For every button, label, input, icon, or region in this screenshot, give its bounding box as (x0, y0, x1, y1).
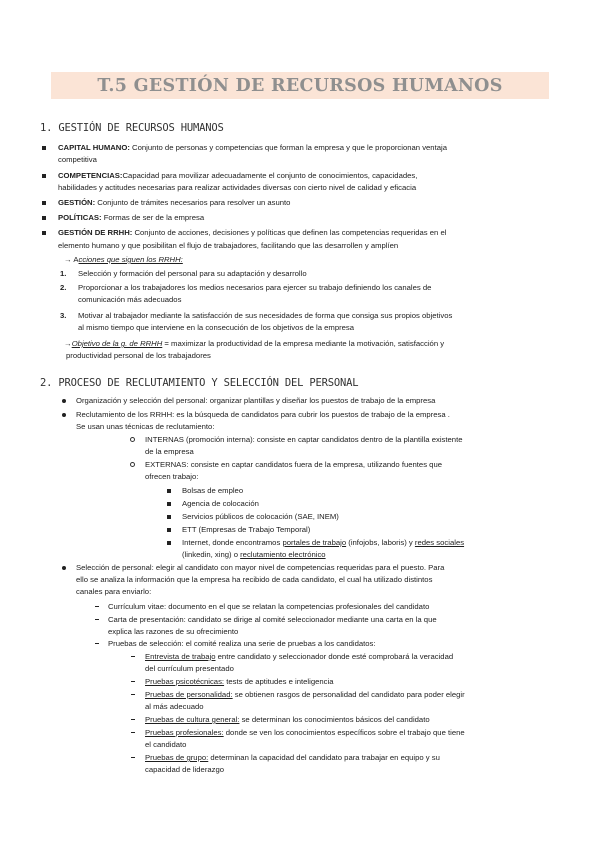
prueba-grupo: Pruebas de grupo: determinan la capacidad del candidato para trabajar en equipo y su (145, 753, 440, 762)
competencias-line: COMPETENCIAS:Capacidad para movilizar adecuadamente el conjunto de conocimientos, capacidades, (58, 171, 418, 180)
dash-bullet (131, 656, 135, 657)
dash-bullet (95, 619, 99, 620)
page-title: T.5 GESTIÓN DE RECURSOS HUMANOS (97, 75, 503, 96)
prueba-profesional-line-2: el candidato (145, 740, 187, 749)
fuente-internet: Internet, donde encontramos portales de trabajo (infojobs, laboris) y redes sociales (182, 538, 465, 547)
prueba-profesional: Pruebas profesionales: donde se ven los conocimientos específicos sobre el trabajo que tiene (145, 728, 465, 737)
list-number: 1. (60, 269, 67, 278)
section-1-heading: 1. GESTIÓN DE RECURSOS HUMANOS (40, 122, 224, 134)
carta-line-2: explica las razones de su ofrecimiento (108, 627, 239, 636)
square-bullet (42, 146, 46, 150)
section-2-heading: 2. PROCESO DE RECLUTAMIENTO Y SELECCIÓN DEL PERSONAL (40, 377, 359, 389)
fuente-internet-line-2: (linkedin, xing) o reclutamiento electrónico (182, 550, 326, 559)
politicas-line: POLÍTICAS: Formas de ser de la empresa (58, 213, 205, 222)
round-bullet (62, 566, 66, 570)
accion-2-line-2: comunicación más adecuados (78, 295, 182, 304)
square-bullet (167, 515, 171, 519)
prueba-personalidad: Pruebas de personalidad: se obtienen rasgos de personalidad del candidato para poder elegir (145, 690, 465, 699)
internas-line: INTERNAS (promoción interna): consiste en captar candidatos dentro de la plantilla existente (145, 435, 463, 444)
capital-humano-line: CAPITAL HUMANO: Conjunto de personas y competencias que forman la empresa y que le proporcionan ventaja (58, 143, 447, 152)
prueba-cultura: Pruebas de cultura general: se determinan los conocimientos básicos del candidato (145, 715, 430, 724)
prueba-personalidad-line-2: al más adecuado (145, 702, 204, 711)
externas-line: EXTERNAS: consiste en captar candidatos fuera de la empresa, utilizando fuentes que (145, 460, 442, 469)
dash-bullet (131, 694, 135, 695)
circle-bullet (130, 462, 135, 467)
prueba-entrevista-line-2: del currículum presentado (145, 664, 234, 673)
internas-line-2: de la empresa (145, 447, 194, 456)
reclutamiento-line: Reclutamiento de los RRHH: es la búsqueda de candidatos para cubrir los puestos de trabajo de la empresa . (76, 410, 450, 419)
capital-humano-line-2: competitiva (58, 155, 97, 164)
objetivo-line-2: productividad personal de los trabajadores (66, 351, 211, 360)
curriculum-line: Currículum vitae: documento en el que se relatan la competencias profesionales del candidato (108, 602, 430, 611)
dash-bullet (131, 719, 135, 720)
externas-line-2: ofrecen trabajo: (145, 472, 199, 481)
accion-3: Motivar al trabajador mediante la satisfacción de sus necesidades de forma que consiga sus propios objetivos (78, 311, 453, 320)
round-bullet (62, 413, 66, 417)
reclutamiento-line-2: Se usan unas técnicas de reclutamiento: (76, 422, 215, 431)
gestion-rrhh-line: GESTIÓN DE RRHH: Conjunto de acciones, decisiones y políticas que definen las competencias requeridas en el (58, 228, 447, 237)
fuente-ett: ETT (Empresas de Trabajo Temporal) (182, 525, 311, 534)
organizacion-line: Organización y selección del personal: organizar plantillas y diseñar los puestos de trabajo de la empresa (76, 396, 436, 405)
dash-bullet (131, 757, 135, 758)
seleccion-line: Selección de personal: elegir al candidato con mayor nivel de competencias requeridas para el puesto. Para (76, 563, 445, 572)
fuente-servicios: Servicios públicos de colocación (SAE, INEM) (182, 512, 339, 521)
square-bullet (167, 489, 171, 493)
round-bullet (62, 399, 66, 403)
list-number: 2. (60, 283, 67, 292)
square-bullet (42, 216, 46, 220)
dash-bullet (95, 606, 99, 607)
circle-bullet (130, 437, 135, 442)
prueba-entrevista: Entrevista de trabajo entre candidato y seleccionador donde esté comprobará la veracidad (145, 652, 454, 661)
square-bullet (167, 528, 171, 532)
dash-bullet (95, 643, 99, 644)
list-number: 3. (60, 311, 67, 320)
objetivo-line: →Objetivo de la g. de RRHH = maximizar la productividad de la empresa mediante la motivación, satisfacción y (64, 339, 445, 348)
gestion-line: GESTIÓN: Conjunto de trámites necesarios para resolver un asunto (58, 198, 291, 207)
title-banner (51, 72, 549, 99)
fuente-bolsas: Bolsas de empleo (182, 486, 244, 495)
seleccion-line-3: canales para enviarlo: (76, 587, 152, 596)
accion-3-line-2: al mismo tiempo que interviene en la consecución de los objetivos de la empresa (78, 323, 355, 332)
dash-bullet (131, 732, 135, 733)
competencias-line-2: habilidades y actitudes necesarias para realizar actividades diversas con cierto nivel de calidad y eficacia (58, 183, 417, 192)
accion-2: Proporcionar a los trabajadores los medios necesarios para ejercer su trabajo definiendo los canales de (78, 283, 432, 292)
accion-1: Selección y formación del personal para su adaptación y desarrollo (78, 269, 307, 278)
dash-bullet (131, 681, 135, 682)
seleccion-line-2: ello se analiza la información que la empresa ha recibido de cada candidato, el cual ha utilizado distintos (76, 575, 433, 584)
square-bullet (42, 201, 46, 205)
square-bullet (167, 541, 171, 545)
square-bullet (42, 231, 46, 235)
square-bullet (167, 502, 171, 506)
carta-line: Carta de presentación: candidato se dirige al comité seleccionador mediante una carta en la que (108, 615, 437, 624)
prueba-psicotecnica: Pruebas psicotécnicas: tests de aptitudes e inteligencia (145, 677, 334, 686)
fuente-agencia: Agencia de colocación (182, 499, 259, 508)
acciones-label: → Acciones que siguen los RRHH: (64, 255, 183, 264)
gestion-rrhh-line-2: elemento humano y que posibilitan el flujo de trabajadores, facilitando que las desarrollen y amplíen (58, 241, 399, 250)
prueba-grupo-line-2: capacidad de liderazgo (145, 765, 225, 774)
pruebas-line: Pruebas de selección: el comité realiza una serie de pruebas a los candidatos: (108, 639, 376, 648)
square-bullet (42, 174, 46, 178)
